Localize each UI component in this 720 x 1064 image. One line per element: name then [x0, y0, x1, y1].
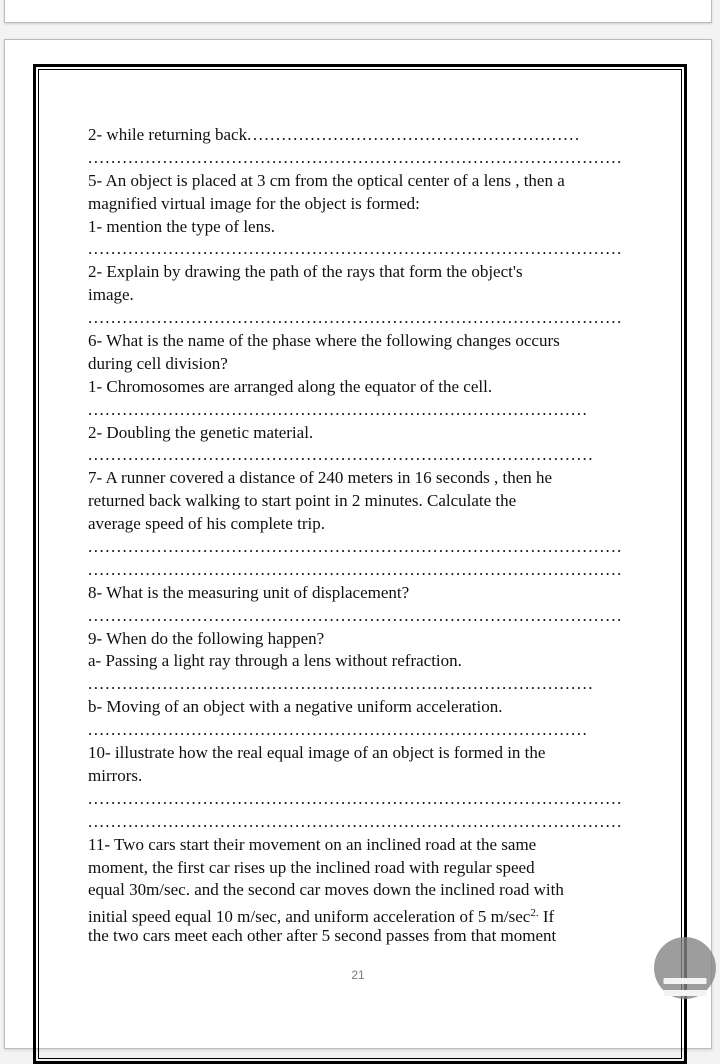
page-number: 21: [351, 968, 365, 982]
answer-dots: ..........................................................: [247, 125, 581, 144]
page-border-frame-inner: [38, 69, 682, 1059]
question-text: a- Passing a light ray through a lens without refraction.: [88, 651, 462, 671]
question-text: 5- An object is placed at 3 cm from the optical center of a lens , then a: [88, 170, 565, 190]
question-line: [88, 261, 628, 284]
question-text: returned back walking to start point in 2 minutes. Calculate the: [88, 491, 517, 511]
question-text: If: [538, 907, 555, 927]
question-line: [88, 330, 628, 353]
question-text: the two cars meet each other after 5 second passes from that moment: [88, 926, 557, 946]
question-text: 8- What is the measuring unit of displacement?: [88, 582, 410, 602]
question-line: [88, 193, 628, 216]
answer-dots-line: [88, 399, 628, 422]
floating-scroll-button[interactable]: [654, 937, 716, 999]
answer-dots: .......................................................................................: [88, 720, 589, 740]
answer-dots: .............................................................................................: [88, 239, 623, 259]
answer-dots-line: [88, 444, 628, 467]
question-text: 10- illustrate how the real equal image of an object is formed in the: [88, 743, 546, 763]
answer-dots: .............................................................................................: [88, 788, 623, 808]
question-line: [88, 284, 628, 307]
answer-dots: .............................................................................................: [88, 308, 623, 328]
page-border-frame: [33, 64, 687, 1064]
question-line: [88, 216, 628, 239]
question-text: 2- Doubling the genetic material.: [88, 422, 314, 442]
answer-dots-line: [88, 559, 628, 582]
question-line: [88, 582, 628, 605]
question-line: [88, 834, 628, 857]
answer-dots: ........................................................................................: [88, 445, 594, 465]
question-line: [88, 650, 628, 673]
question-line: [88, 490, 628, 513]
question-line: [88, 513, 628, 536]
question-text: average speed of his complete trip.: [88, 514, 325, 534]
answer-dots-line: [88, 536, 628, 559]
answer-dots: .............................................................................................: [88, 537, 623, 557]
question-text: 1- mention the type of lens.: [88, 216, 275, 236]
question-text: 6- What is the name of the phase where the following changes occurs: [88, 331, 560, 351]
hamburger-bar: [664, 978, 707, 984]
question-line: [88, 925, 628, 948]
question-line: [88, 857, 628, 880]
question-text: image.: [88, 285, 134, 305]
question-text: 7- A runner covered a distance of 240 meters in 16 seconds , then he: [88, 468, 553, 488]
question-text: mirrors.: [88, 765, 143, 785]
answer-dots-line: [88, 605, 628, 628]
question-line: [88, 422, 628, 445]
question-text: 11- Two cars start their movement on an inclined road at the same: [88, 834, 537, 854]
question-line: [88, 353, 628, 376]
answer-dots: .............................................................................................: [88, 147, 623, 167]
previous-page-bottom: [4, 0, 712, 23]
superscript-text: 2.: [530, 907, 539, 920]
question-line: [88, 902, 628, 925]
document-text-block: [88, 124, 628, 948]
question-text: moment, the first car rises up the inclined road with regular speed: [88, 857, 535, 877]
answer-dots: .............................................................................................: [88, 811, 623, 831]
question-line: [88, 742, 628, 765]
answer-dots-line: [88, 307, 628, 330]
question-line: [88, 628, 628, 651]
question-line: [88, 170, 628, 193]
question-text: during cell division?: [88, 353, 228, 373]
question-text: 2- while returning back: [88, 125, 248, 144]
question-text: magnified virtual image for the object is formed:: [88, 193, 420, 213]
answer-dots-line: [88, 788, 628, 811]
answer-dots-line: [88, 719, 628, 742]
hamburger-bar: [664, 990, 707, 996]
answer-dots: .............................................................................................: [88, 605, 623, 625]
question-text: b- Moving of an object with a negative uniform acceleration.: [88, 697, 503, 717]
hamburger-icon: [654, 937, 716, 999]
answer-dots: ........................................................................................: [88, 674, 594, 694]
question-text: equal 30m/sec. and the second car moves down the inclined road with: [88, 880, 564, 900]
question-line: [88, 696, 628, 719]
question-line: [88, 376, 628, 399]
answer-dots-line: [88, 673, 628, 696]
question-line: [88, 879, 628, 902]
question-line: [88, 765, 628, 788]
answer-dots-line: [88, 811, 628, 834]
question-text: 1- Chromosomes are arranged along the equator of the cell.: [88, 376, 493, 396]
question-text: initial speed equal 10 m/sec, and uniform acceleration of 5 m/sec: [88, 907, 531, 927]
document-page: [4, 39, 712, 1049]
question-text: 2- Explain by drawing the path of the rays that form the object's: [88, 262, 523, 282]
answer-dots: .............................................................................................: [88, 559, 623, 579]
answer-dots-line: [88, 147, 628, 170]
question-line: [88, 467, 628, 490]
question-line: [88, 124, 628, 147]
answer-dots: .......................................................................................: [88, 399, 589, 419]
answer-dots-line: [88, 238, 628, 261]
question-text: 9- When do the following happen?: [88, 628, 325, 648]
